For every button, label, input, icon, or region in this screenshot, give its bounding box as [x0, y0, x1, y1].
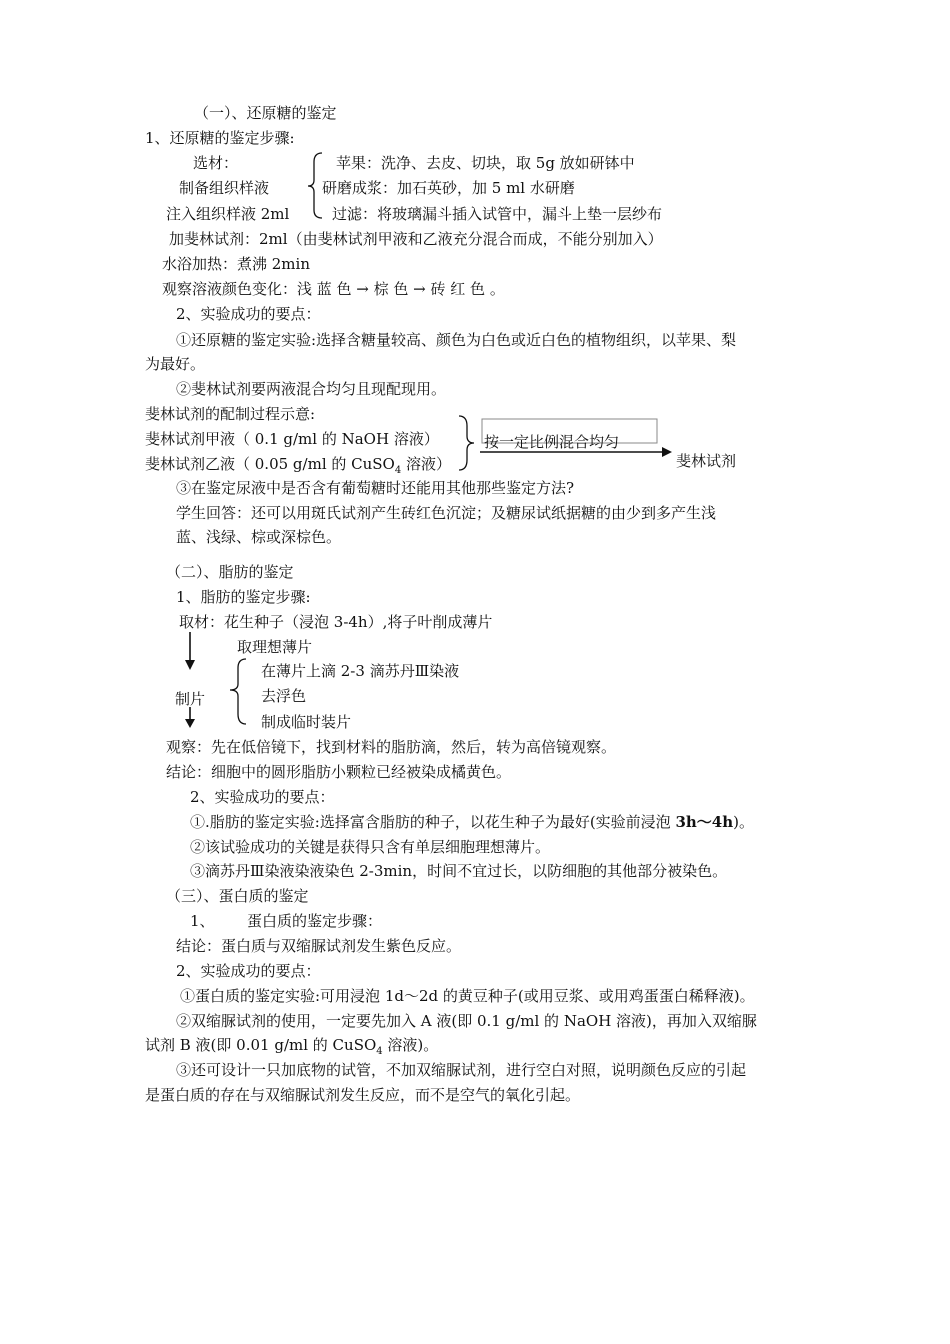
step-observe-color: 观察溶液颜色变化：浅 蓝 色 → 棕 色 → 砖 红 色 。 [162, 280, 505, 298]
point3: ③在鉴定尿液中是否含有葡萄糖时还能用其他那些鉴定方法? [176, 479, 575, 497]
fat-sub-mount: 制成临时装片 [261, 713, 352, 731]
down-arrow-2-head [185, 719, 195, 728]
section3-points-title: 2、实验成功的要点： [176, 962, 321, 980]
down-arrow-1-head [185, 660, 195, 670]
section1-steps-title: 1、还原糖的鉴定步骤: [145, 129, 295, 147]
fat-point1 [190, 812, 754, 832]
fat-point1-text: ①.脂肪的鉴定实验:选择富含脂肪的种子，以花生种子为最好(实验前浸泡 [190, 813, 676, 831]
fat-make-slide: 制片 [175, 690, 206, 708]
fat-material: 取材：花生种子（浸泡 3-4h）,将子叶削成薄片 [179, 613, 493, 631]
step-right-apple: 苹果：洗净、去皮、切块，取 5g 放如研钵中 [336, 154, 635, 172]
step-left-material: 选材： [193, 154, 239, 172]
fat-point3: ③滴苏丹Ⅲ染液染液染色 2-3min，时间不宜过长，以防细胞的其他部分被染色。 [190, 862, 728, 880]
fehling-liquid-a: 斐林试剂甲液（ 0.1 g/ml 的 NaOH 溶液） [145, 430, 439, 448]
fehling-liquid-b-sub: 4 [394, 465, 402, 476]
protein-point2-line1: ②双缩脲试剂的使用，一定要先加入 A 液(即 0.1 g/ml 的 NaOH 溶液)，再加入双缩脲 [176, 1012, 757, 1030]
protein-point3-line1: ③还可设计一只加底物的试管，不加双缩脲试剂，进行空白对照，说明颜色反应的引起 [176, 1061, 747, 1079]
fat-conclusion: 结论：细胞中的圆形脂肪小颗粒已经被染成橘黄色。 [166, 763, 512, 781]
protein-point2-line2 [145, 1035, 438, 1062]
protein-conclusion: 结论：蛋白质与双缩脲试剂发生紫色反应。 [176, 937, 462, 955]
fehling-liquid-b [145, 454, 451, 481]
section1-title: （一）、还原糖的鉴定 [194, 104, 337, 122]
fehling-liquid-b-text: 斐林试剂乙液（ 0.05 g/ml 的 CuSO [145, 455, 395, 473]
fat-sub-wash: 去浮色 [261, 687, 307, 705]
fat-point1-end: )。 [733, 813, 754, 831]
fat-point2: ②该试验成功的关键是获得只含有单层细胞理想薄片。 [190, 838, 551, 856]
section1-points-title: 2、实验成功的要点： [176, 305, 321, 323]
protein-point2-end: 溶液)。 [382, 1036, 439, 1054]
point1-line2: 为最好。 [145, 355, 206, 373]
mix-arrow-head [662, 447, 672, 457]
brace-left-fat [230, 659, 246, 724]
protein-point2-text: 试剂 B 液(即 0.01 g/ml 的 CuSO [145, 1036, 377, 1054]
point1-line1: ①还原糖的鉴定实验:选择含糖量较高、颜色为白色或近白色的植物组织，以苹果、梨 [176, 331, 737, 349]
step-add-fehling: 加斐林试剂：2ml（由斐林试剂甲液和乙液充分混合而成，不能分别加入） [169, 230, 663, 248]
protein-point2-sub: 4 [376, 1046, 383, 1057]
answer-line2: 蓝、浅绿、棕或深棕色。 [176, 528, 342, 546]
section2-steps-title: 1、脂肪的鉴定步骤: [176, 588, 311, 606]
step-right-filter: 过滤：将玻璃漏斗插入试管中，漏斗上垫一层纱布 [332, 205, 663, 223]
step-left-inject: 注入组织样液 2ml [166, 205, 290, 223]
step-right-grind: 研磨成浆：加石英砂，加 5 ml 水研磨 [322, 179, 575, 197]
section3-title: （三）、蛋白质的鉴定 [166, 887, 309, 905]
fat-sub-stain: 在薄片上滴 2-3 滴苏丹Ⅲ染液 [261, 662, 460, 680]
section2-title: （二）、脂肪的鉴定 [166, 563, 294, 581]
fat-point1-bold: 3h～4h [675, 813, 734, 831]
fehling-prep-title: 斐林试剂的配制过程示意: [145, 405, 316, 423]
fat-sub-ideal-slice: 取理想薄片 [237, 638, 313, 656]
protein-steps-title: 蛋白质的鉴定步骤： [247, 912, 383, 930]
fehling-reagent-label: 斐林试剂 [676, 452, 737, 470]
brace-left-1 [308, 153, 322, 218]
protein-point3-line2: 是蛋白质的存在与双缩脲试剂发生反应，而不是空气的氧化引起。 [145, 1086, 581, 1104]
brace-right-fehling [459, 416, 474, 470]
protein-steps-number: 1、 [190, 912, 215, 930]
fat-observe: 观察：先在低倍镜下，找到材料的脂肪滴，然后，转为高倍镜观察。 [166, 738, 617, 756]
step-left-prepare: 制备组织样液 [179, 179, 270, 197]
section2-points-title: 2、实验成功的要点： [190, 788, 335, 806]
point2: ②斐林试剂要两液混合均匀且现配现用。 [176, 380, 447, 398]
answer-line1: 学生回答：还可以用斑氏试剂产生砖红色沉淀；及糖尿试纸据糖的由少到多产生浅 [176, 504, 717, 522]
fehling-liquid-b-end: 溶液） [401, 455, 452, 473]
step-water-bath: 水浴加热：煮沸 2min [162, 255, 310, 273]
protein-point1: ①蛋白质的鉴定实验:可用浸泡 1d～2d 的黄豆种子(或用豆浆、或用鸡蛋蛋白稀释液)。 [180, 987, 755, 1005]
mix-label: 按一定比例混合均匀 [484, 433, 620, 451]
